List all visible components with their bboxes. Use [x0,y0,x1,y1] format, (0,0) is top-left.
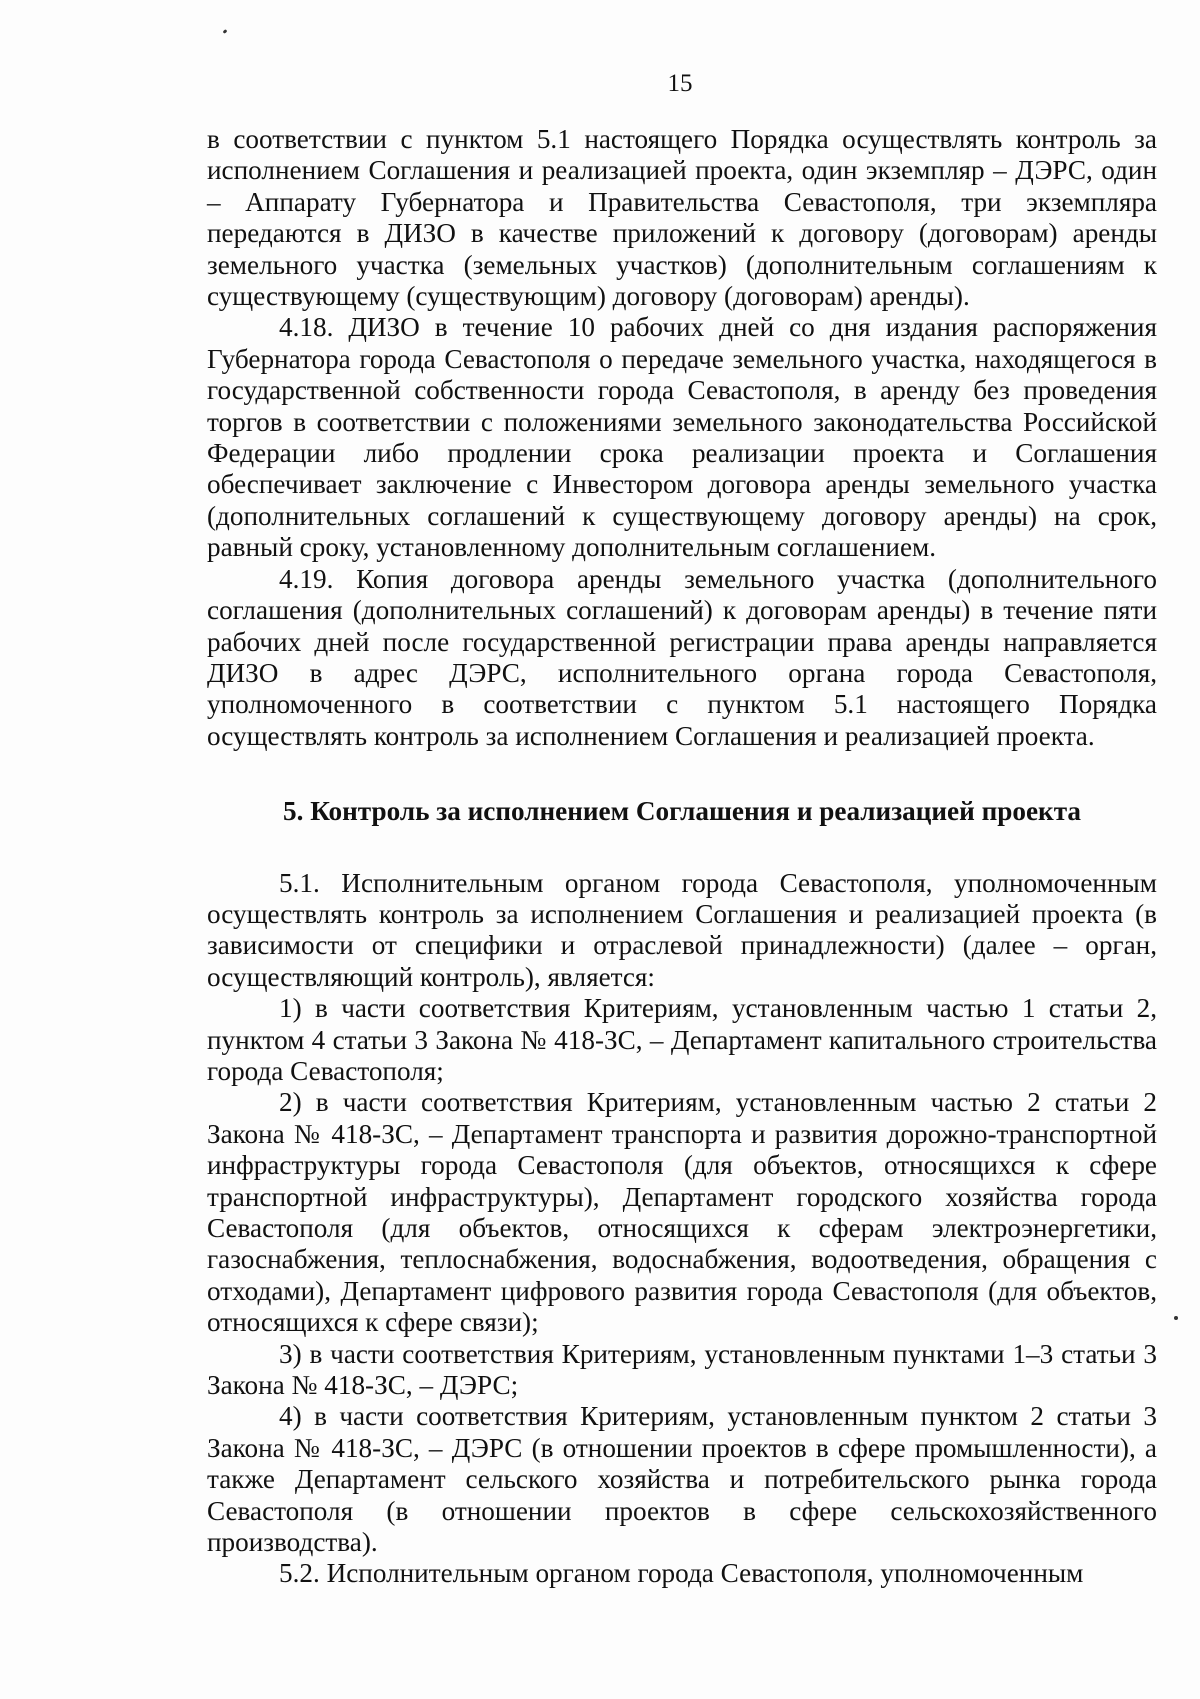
paragraph-5-1: 5.1. Исполнительным органом города Севастополя, уполномоченным осуществлять контроль за исполнением Соглашения и реализацией проекта (в зависимости от специфики и отраслевой принадлежности) (далее – орган, осуществляющий контроль), является: [207,867,1157,992]
scan-speck [1174,1316,1178,1320]
list-item-3: 3) в части соответствия Критериям, установленным пунктами 1–3 статьи 3 Закона № 418-ЗС, – ДЭРС; [207,1338,1157,1401]
paragraph-continuation: в соответствии с пунктом 5.1 настоящего Порядка осуществлять контроль за исполнением Соглашения и реализацией проекта, один экземпляр – ДЭРС, один – Аппарату Губернатора и Правительства Севастополя, три экземпляра передаются в ДИЗО в качестве приложений к договору (договорам) аренды земельного участка (земельных участков) (дополнительным соглашениям к существующему (существующим) договору (договорам) аренды). [207,124,1157,312]
paragraph-5-2: 5.2. Исполнительным органом города Севастополя, уполномоченным [279,1558,1084,1589]
section-heading: 5. Контроль за исполнением Соглашения и реализацией проекта [283,796,1081,827]
paragraph-4-18: 4.18. ДИЗО в течение 10 рабочих дней со дня издания распоряжения Губернатора города Севастополя о передаче земельного участка, находящегося в государственной собственности города Севастополя, в аренду без проведения торгов в соответствии с положениями земельного законодательства Российской Федерации либо продлении срока реализации проекта и Соглашения обеспечивает заключение с Инвестором договора аренды земельного участка (дополнительных соглашений к существующему договору аренды) на срок, равный сроку, установленному дополнительным соглашением. [207,312,1157,563]
list-item-2: 2) в части соответствия Критериям, установленным частью 2 статьи 2 Закона № 418-ЗС, – Департамент транспорта и развития дорожно-транспортной инфраструктуры города Севастополя (для объектов, относящихся к сфере транспортной инфраструктуры), Департамент городского хозяйства города Севастополя (для объектов, относящихся к сферам электроэнергетики, газоснабжения, теплоснабжения, водоснабжения, водоотведения, обращения с отходами), Департамент цифрового развития города Севастополя (для объектов, относящихся к сфере связи); [207,1087,1157,1338]
scan-speck [223,29,228,34]
list-item-4: 4) в части соответствия Критериям, установленным пунктом 2 статьи 3 Закона № 418-ЗС, – ДЭРС (в отношении проектов в сфере промышленности), а также Департамент сельского хозяйства и потребительского рынка города Севастополя (в отношении проектов в сфере сельскохозяйственного производства). [207,1401,1157,1558]
document-body [207,124,1157,1590]
paragraph-4-19: 4.19. Копия договора аренды земельного участка (дополнительного соглашения (дополнительных соглашений) к договорам аренды) в течение пяти рабочих дней после государственной регистрации права аренды направляется ДИЗО в адрес ДЭРС, исполнительного органа города Севастополя, уполномоченного в соответствии с пунктом 5.1 настоящего Порядка осуществлять контроль за исполнением Соглашения и реализацией проекта. [207,563,1157,751]
list-item-1: 1) в части соответствия Критериям, установленным частью 1 статьи 2, пунктом 4 статьи 3 Закона № 418-ЗС, – Департамент капитального строительства города Севастополя; [207,993,1157,1086]
page-number: 15 [667,70,693,97]
